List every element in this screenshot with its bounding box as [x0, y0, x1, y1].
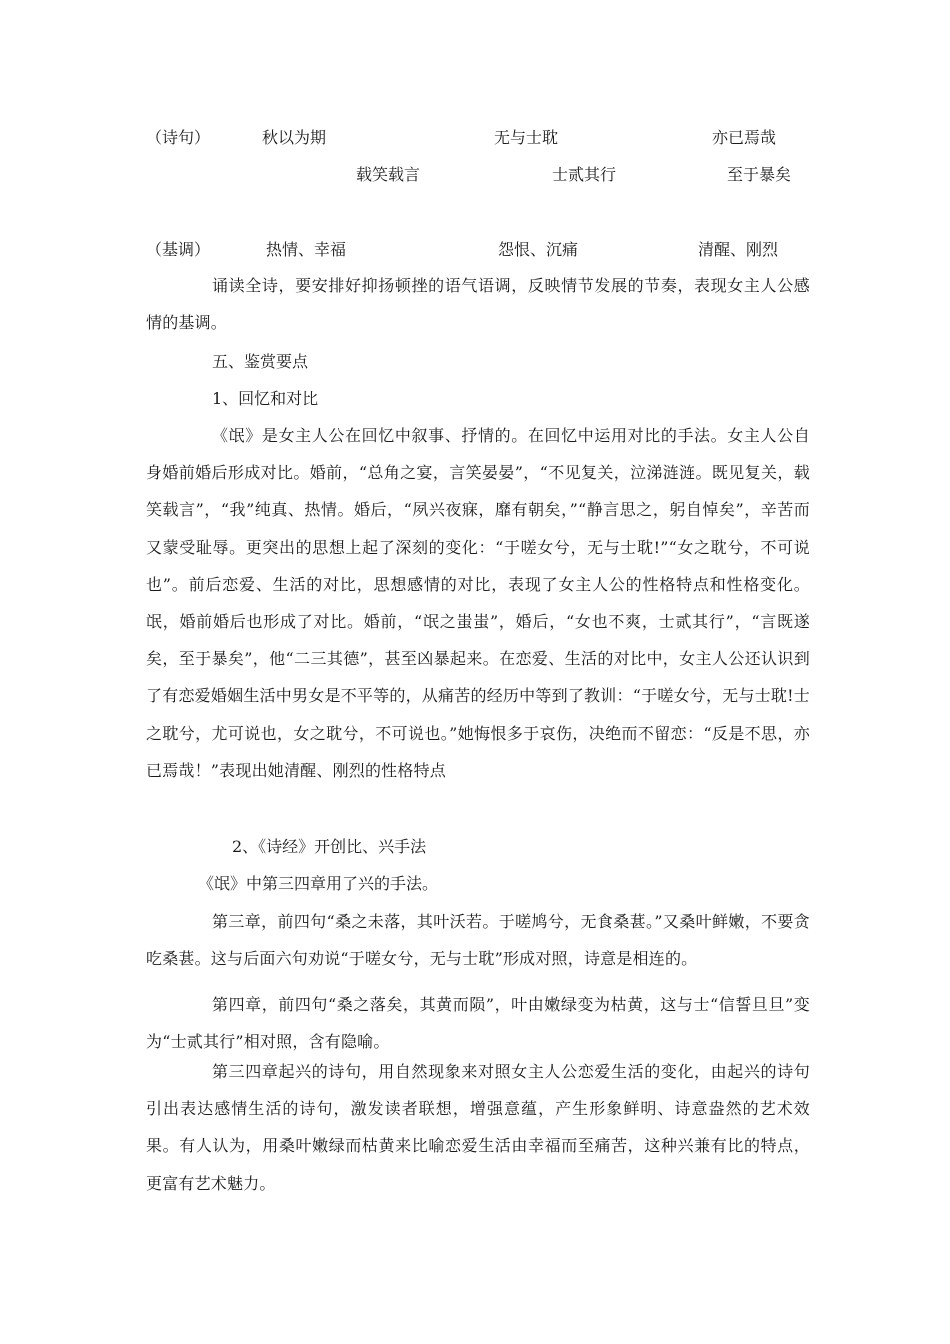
- tone-2: 怨恨、沉痛: [498, 240, 579, 259]
- chapter4-paragraph: 第四章，前四句“桑之落矣，其黄而陨”，叶由嫩绿变为枯黄，这与士“信誓旦旦”变为“士贰其行”相对照，含有隐喻。: [146, 995, 810, 1052]
- contrast-paragraph: 《氓》是女主人公在回忆中叙事、抒情的。在回忆中运用对比的手法。女主人公自身婚前婚后形成对比。婚前，“总角之宴，言笑晏晏”，“不见复关，泣涕涟涟。既见复关，载笑载言”，“我”纯真、热情。婚后，“夙兴夜寐，靡有朝矣，”“静言思之，躬自悼矣”，辛苦而又蒙受耻辱。更突出的思想上起了深刻的变化：“于嗟女兮，无与士耽!”“女之耽兮，不可说也”。前后恋爱、生活的对比，思想感情的对比，表现了女主人公的性格特点和性格变化。氓，婚前婚后也形成了对比。婚前，“氓之蚩蚩”，婚后，“女也不爽，士贰其行”，“言既遂矣，至于暴矣”，他“二三其德”，甚至凶暴起来。在恋爱、生活的对比中，女主人公还认识到了有恋爱婚姻生活中男女是不平等的，从痛苦的经历中等到了教训：“于嗟女兮，无与士耽!士之耽兮，尤可说也，女之耽兮，不可说也。”她悔恨多于哀伤，决绝而不留恋：“反是不思，亦已焉哉！”表现出她清醒、刚烈的性格特点: [146, 426, 810, 780]
- verse-2: 无与士耽: [494, 128, 559, 147]
- closing-paragraph: 第三四章起兴的诗句，用自然现象来对照女主人公恋爱生活的变化，由起兴的诗句引出表达感情生活的诗句，激发读者联想，增强意蕴，产生形象鲜明、诗意盎然的艺术效果。有人认为，用桑叶嫩绿而枯黄来比喻恋爱生活由幸福而至痛苦，这种兴兼有比的特点，更富有艺术魅力。: [146, 1062, 810, 1193]
- xing-intro-line: 《氓》中第三四章用了兴的手法。: [198, 874, 439, 893]
- chapter3-paragraph: 第三章，前四句“桑之未落，其叶沃若。于嗟鸠兮，无食桑葚。”又桑叶鲜嫩，不要贪吃桑葚。这与后面六句劝说“于嗟女兮，无与士耽”形成对照，诗意是相连的。: [146, 912, 810, 969]
- intro-paragraph: 诵读全诗，要安排好抑扬顿挫的语气语调，反映情节发展的节奏，表现女主人公感情的基调。: [146, 276, 810, 333]
- verse-3: 亦已焉哉: [712, 128, 777, 147]
- tone-3: 清醒、刚烈: [698, 240, 779, 259]
- verse-6: 至于暴矣: [727, 165, 792, 184]
- subsection-heading-2: 2、《诗经》开创比、兴手法: [232, 837, 427, 856]
- verse-5: 士贰其行: [552, 165, 617, 184]
- section-heading: 五、鉴赏要点: [212, 352, 309, 371]
- subsection-heading-1: 1、回忆和对比: [212, 389, 319, 408]
- verse-4: 载笑载言: [356, 165, 421, 184]
- verse-1: 秋以为期: [262, 128, 327, 147]
- tone-1: 热情、幸福: [266, 240, 347, 259]
- row-label-tone: （基调）: [146, 240, 211, 259]
- row-label-verses: （诗句）: [146, 128, 211, 147]
